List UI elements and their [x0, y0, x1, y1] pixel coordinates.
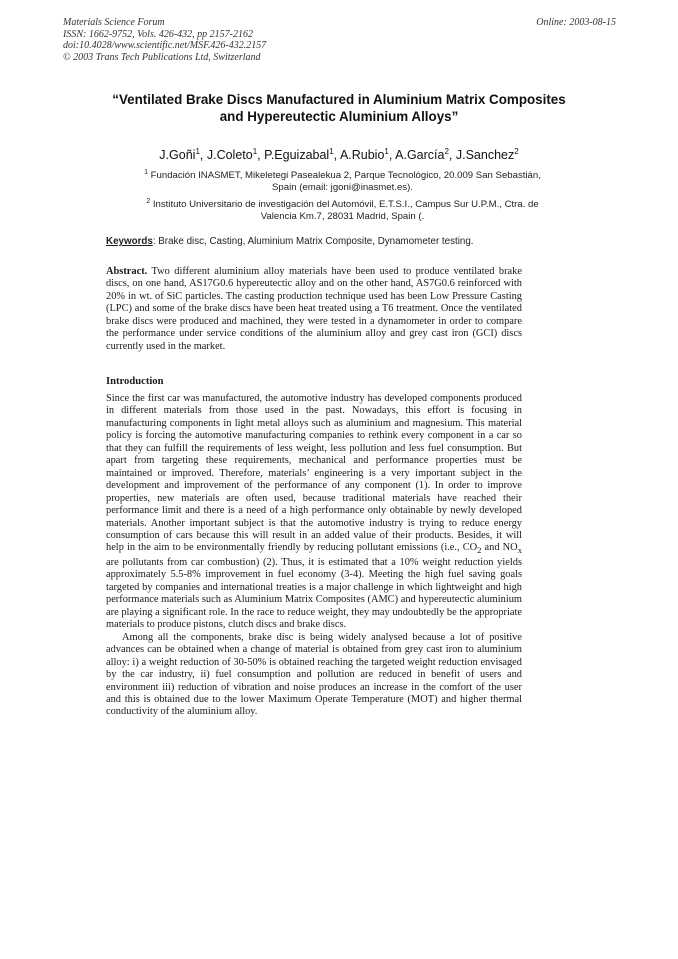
author-affiliation-mark: 1 — [252, 147, 258, 156]
keywords — [106, 236, 474, 247]
issn-line: ISSN: 1662-9752, Vols. 426-432, pp 2157-2162 — [63, 28, 253, 40]
doi-line[interactable]: doi:10.4028/www.scientific.net/MSF.426-432.2157 — [63, 40, 267, 51]
affiliation-text: Valencia Km.7, 28031 Madrid, Spain (. — [260, 211, 425, 223]
affiliation-1 — [110, 167, 575, 195]
paper-title — [60, 92, 618, 125]
affiliation-2 — [110, 196, 575, 224]
paragraph: Among all the components, brake disc is being widely analysed because a lot of positive advances can be obtained when a change of material is obtained from grey cast iron to aluminium alloy: i) a weight reduction of 30-50% is obtained reaching the targeted weight reduction envisaged by the car industry, ii) fuel consumption and pollution are reduced in benefit of users and environment iii) reduction of vibration and noise produces an increase in the comfort of the user and this is obtained due to the lower Maximum Operate Temperature (MOT) and higher thermal conductivity of the aluminium alloy. — [106, 631, 522, 718]
author-name: J.Goñi — [159, 148, 196, 163]
keywords-text: : Brake disc, Casting, Aluminium Matrix Composite, Dynamometer testing. — [152, 236, 474, 247]
author-list: J.Goñi$^1$, J.Coleto$^1$, P.Eguizabal$^1$, A.Rubio$^1$, A.García$^2$, J.Sanchez$^2$ — [159, 147, 519, 163]
author-affiliation-mark: 1 — [384, 147, 389, 156]
abstract — [106, 266, 522, 353]
author-affiliation-mark: 2 — [444, 147, 449, 156]
section-heading-introduction: Introduction — [106, 376, 164, 387]
author-name: P.Eguizabal — [264, 148, 330, 163]
title-line-1: “Ventilated Brake Discs Manufactured in Aluminium Matrix Composites — [112, 92, 566, 107]
author-name: A.García — [395, 148, 445, 163]
paragraph-text: are pollutants from car combustion) (2). Thus, it is estimated that a 10% weight reduction yields approximately 5.5-8% improvement in fuel economy (3-4). Meeting the high fuel saving goals targeted by companies and international treaties is a major challenge in which lightweight and high performance materials such as Aluminium Matrix Composites (AMC) and hypereutectic aluminium are playing a significant role. In the race to reduce weight, they may undoubtedly be the appropriate materials to produce pistons, clutch discs and brake discs. — [106, 556, 522, 631]
author-affiliation-mark: 1 — [329, 147, 334, 156]
abstract-text: Two different aluminium alloy materials have been used to produce ventilated brake discs, on one hand, AS17G0.6 hypereutectic alloy and on the other hand, AS7G0.6 reinforced with 20% in wt. of SiC particles. The casting production technique used has been Low Pressure Casting (LPC) and some of the brake discs have been heat treated using a T6 treatment. Once the ventilated brake discs were produced and machined, they were tested in a dynamometer in order to compare the performance under service conditions of the aluminium alloy and grey cast iron (GCI) discs currently used in the market. — [106, 266, 522, 352]
paragraph-text: Since the first car was manufactured, the automotive industry has developed components produced in different materials from those used in the past. Nowadays, this effort is focusing in manufacturing components in light metal alloys such as aluminium and magnesium. This material policy is forcing the automotive manufacturing companies to rethink every component in a car so that they can fulfill the requirements of less weight, less pollution and less fuel consumption. But apart from targeting these requirements, mechanical and performance properties must be maintained or improved. Therefore, materials’ engineering is a very important subject in the development and improvement of the performance of any component (1). In order to improve properties, new materials are often used, because traditional materials have reached their performance limit and there is a need of a high performance only obtainable by newly developed materials. Another important subject is that the automotive industry is trying to reduce energy consumption of cars because this will result in an added value of their products. Besides, it will help in the aim to be environmentally friendly by reducing pollutant emissions (i.e., CO — [106, 393, 522, 554]
affiliation-text: Spain (email: jgoni@inasmet.es). — [272, 182, 413, 194]
affiliation-number: 2 — [146, 198, 151, 205]
introduction-body — [106, 393, 522, 719]
author-name: J.Coleto — [206, 148, 253, 163]
journal-name: Materials Science Forum — [63, 17, 165, 28]
subscript: x — [517, 545, 522, 556]
subscript: 2 — [477, 545, 482, 556]
paragraph — [106, 393, 522, 632]
title-line-2: and Hypereutectic Aluminium Alloys” — [219, 108, 459, 124]
author-name: A.Rubio — [339, 148, 385, 163]
keywords-label: Keywords — [106, 236, 153, 247]
affiliation-text: Instituto Universitario de investigación del Automóvil, E.T.S.I., Campus Sur U.P.M., Ctra. de — [152, 199, 539, 211]
author-name: J.Sanchez — [455, 148, 515, 163]
publication-header — [63, 17, 266, 63]
online-date: Online: 2003-08-15 — [536, 17, 616, 28]
abstract-label: Abstract. — [106, 266, 148, 277]
author-affiliation-mark: 1 — [195, 147, 200, 156]
affiliation-text: Fundación INASMET, Mikeletegi Pasealekua 2, Parque Tecnológico, 20.009 San Sebastián, — [150, 170, 541, 182]
author-affiliation-mark: 2 — [514, 147, 519, 156]
paragraph-text: and NO — [481, 542, 518, 554]
affiliation-number: 1 — [144, 169, 148, 176]
copyright-line: © 2003 Trans Tech Publications Ltd, Switzerland — [63, 51, 261, 63]
